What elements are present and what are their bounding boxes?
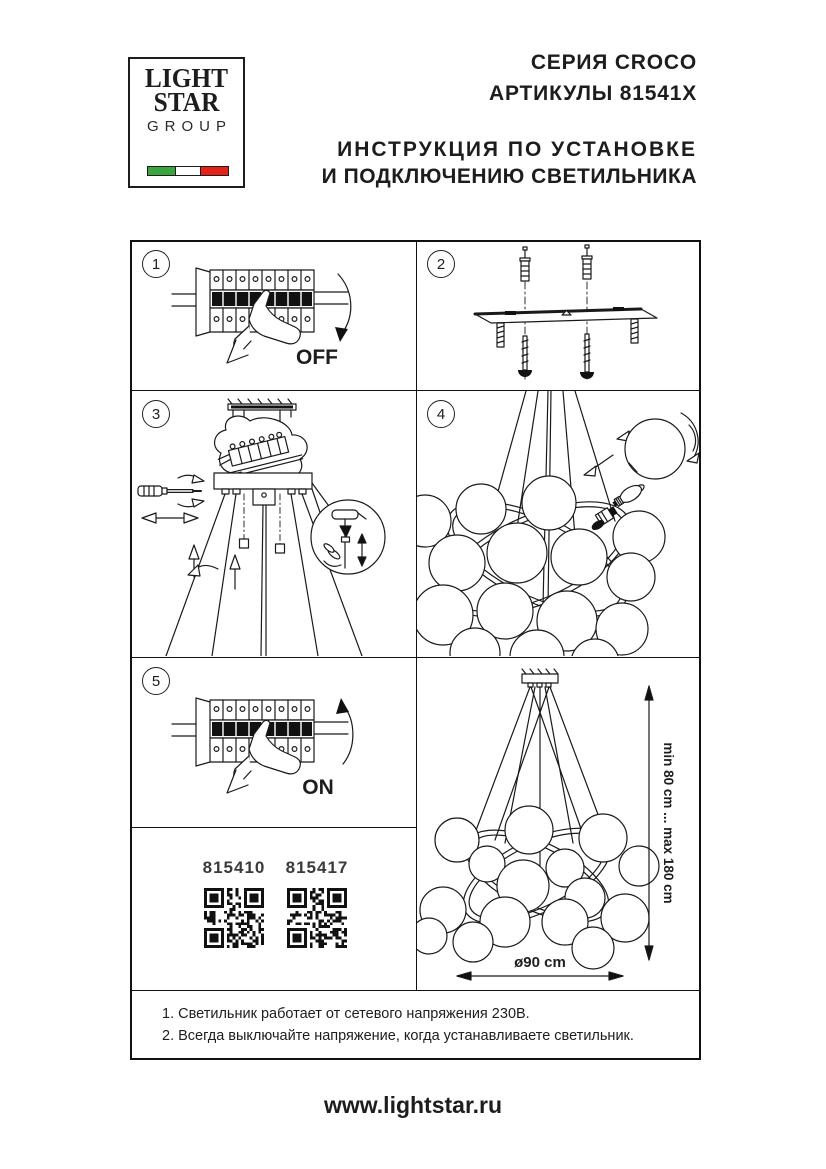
logo-word-star: STAR (153, 86, 220, 117)
step-number: 3 (151, 405, 161, 423)
step-number: 4 (436, 405, 446, 423)
pull-up-arrow-icon (188, 545, 218, 577)
diameter-dimension-label: ø90 cm (514, 954, 566, 971)
step-number-badge (142, 400, 170, 428)
off-label: OFF (296, 346, 338, 369)
screwdriver-icon (138, 475, 204, 507)
logo-word-group: GROUP (146, 117, 232, 135)
candle-bulb-icon (610, 480, 647, 510)
logo-word-light: LIGHT (144, 63, 229, 93)
step-3-cell (132, 391, 417, 658)
ceiling-canopy (522, 669, 558, 687)
instruction-grid (130, 240, 701, 1060)
chandelier-dimension-drawing (417, 658, 699, 989)
wall-anchor-icon (582, 245, 592, 279)
breaker-on-drawing (132, 658, 417, 826)
qr-code (287, 888, 347, 948)
article-code: 815417 (285, 858, 349, 877)
article-family: АРТИКУЛЫ 81541X (489, 82, 697, 105)
article-code: 815410 (202, 858, 266, 877)
article-item (262, 858, 372, 953)
page-title (322, 136, 697, 190)
lightstar-logo (128, 57, 245, 188)
mounting-plate (475, 307, 657, 323)
mounting-plate-drawing (417, 242, 699, 389)
series-header (489, 47, 697, 109)
step-4-cell (417, 391, 699, 658)
title-line-1: ИНСТРУКЦИЯ ПО УСТАНОВКЕ (337, 138, 697, 161)
series-name: СЕРИЯ CROCO (530, 51, 697, 74)
footer-url: www.lightstar.ru (323, 1092, 503, 1118)
on-label: ON (302, 776, 334, 799)
step-number: 2 (436, 255, 446, 273)
step-number-badge (142, 667, 170, 695)
step-number-badge (427, 400, 455, 428)
turn-off-arrow-icon (335, 274, 351, 342)
flag-white-segment (175, 167, 201, 175)
glass-balls (417, 476, 665, 656)
glass-balls (417, 806, 659, 969)
note-line-1: 1. Светильник работает от сетевого напряжения 230В. (162, 1006, 530, 1022)
dimension-panel (417, 658, 699, 991)
cable-lock-detail (311, 500, 385, 574)
slide-arrows-icon (142, 513, 198, 523)
step-1-cell (132, 242, 417, 391)
step-number: 1 (151, 255, 161, 273)
turn-on-arrow-icon (336, 698, 353, 764)
flag-red-segment (201, 167, 228, 175)
canopy-wiring-drawing (132, 391, 417, 656)
screw-icon (518, 336, 532, 377)
italian-flag-bar (147, 166, 229, 176)
ceiling-canopy (214, 473, 312, 505)
wire-terminal (276, 544, 285, 553)
shade-ball (625, 419, 685, 479)
qr-code (204, 888, 264, 948)
breaker-off-drawing (132, 242, 417, 389)
threaded-stud-icon (631, 319, 638, 343)
wire-terminal (240, 539, 249, 548)
step-number-badge (142, 250, 170, 278)
step-number-badge (427, 250, 455, 278)
step-number: 5 (151, 672, 161, 690)
note-line-2: 2. Всегда выключайте напряжение, когда устанавливаете светильник. (162, 1028, 634, 1044)
threaded-stud-icon (497, 323, 504, 347)
flag-green-segment (148, 167, 175, 175)
ceiling-bracket (228, 399, 296, 417)
step-5-cell (132, 658, 417, 828)
pull-up-arrow-icon (230, 555, 240, 589)
height-dimension-label: min 80 cm ... max 180 cm (661, 742, 676, 904)
bulb-install-drawing (417, 391, 699, 656)
screw-icon (580, 334, 594, 379)
insert-arrow-icon (584, 455, 613, 476)
diameter-dimension (457, 972, 623, 980)
wall-anchor-icon (520, 247, 530, 281)
title-line-2: И ПОДКЛЮЧЕНИЮ СВЕТИЛЬНИКА (321, 165, 697, 188)
notes-panel (132, 991, 699, 1058)
step-2-cell (417, 242, 699, 391)
article-qr-panel (132, 828, 417, 991)
